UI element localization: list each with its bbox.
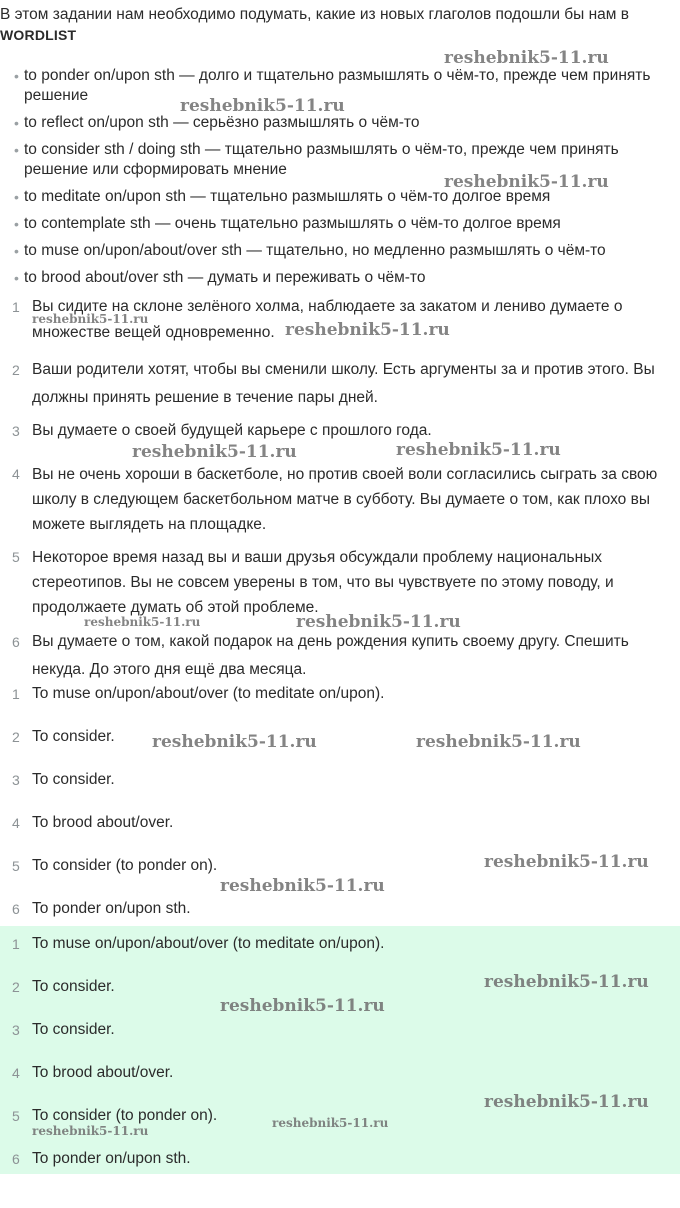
situation-number: 5 [12, 549, 20, 565]
situation-number: 2 [12, 362, 20, 378]
answer-text: To consider (to ponder on). [32, 857, 218, 874]
wordlist-item-text: to contemplate sth — очень тщательно размышлять о чём-то долгое время [24, 215, 561, 232]
situation-item [12, 356, 676, 412]
answer-text: To brood about/over. [32, 814, 174, 831]
watermark: reshebnik5-11.ru [444, 48, 609, 68]
situation-text: Вы не очень хороши в баскетболе, но против своей воли согласились сыграть за свою школу в следующем баскетбольном матче в субботу. Вы думаете о том, как плохо вы можете выглядеть на площадке. [32, 466, 658, 533]
situation-item [12, 462, 676, 537]
situation-number: 3 [12, 423, 20, 439]
intro-paragraph [0, 4, 676, 46]
answer-text: To muse on/upon/about/over (to meditate on/upon). [32, 935, 385, 952]
wordlist-item [14, 268, 674, 288]
bullet-icon: • [14, 216, 19, 232]
wordlist-item-text: to consider sth / doing sth — тщательно размышлять о чём-то, прежде чем принять решение или сформировать мнение [24, 141, 619, 178]
watermark: reshebnik5-11.ru [32, 1124, 149, 1138]
situation-number: 4 [12, 466, 20, 482]
answer-item [12, 899, 676, 919]
situation-text: Вы думаете о том, какой подарок на день рождения купить своему другу. Спешить некуда. До этого дня ещё два месяца. [32, 633, 629, 678]
answer-number: 5 [12, 1108, 20, 1124]
answer-item-highlighted [12, 1063, 676, 1083]
situation-text: Некоторое время назад вы и ваши друзья обсуждали проблему национальных стереотипов. Вы не совсем уверены в том, что вы чувствуете по этому поводу, и продолжаете думать об этой проблеме. [32, 549, 614, 616]
watermark: reshebnik5-11.ru [484, 852, 649, 872]
watermark: reshebnik5-11.ru [132, 442, 297, 462]
answer-item [12, 813, 676, 833]
answer-item-highlighted [12, 1149, 676, 1169]
answer-text: To ponder on/upon sth. [32, 1150, 191, 1167]
answer-item [12, 684, 676, 704]
answer-item-highlighted [12, 1020, 676, 1040]
wordlist-item [14, 241, 674, 261]
watermark: reshebnik5-11.ru [416, 732, 581, 752]
watermark: reshebnik5-11.ru [444, 172, 609, 192]
watermark: reshebnik5-11.ru [285, 320, 450, 340]
situation-item [12, 420, 676, 442]
answer-text: To consider. [32, 771, 115, 788]
answer-number: 2 [12, 729, 20, 745]
bullet-icon: • [14, 68, 19, 84]
answer-number: 3 [12, 772, 20, 788]
watermark: reshebnik5-11.ru [220, 876, 385, 896]
bullet-icon: • [14, 142, 19, 158]
answer-number: 1 [12, 936, 20, 952]
wordlist-item [14, 214, 674, 234]
watermark: reshebnik5-11.ru [272, 1116, 389, 1130]
answer-text: To brood about/over. [32, 1064, 174, 1081]
situation-text: Ваши родители хотят, чтобы вы сменили школу. Есть аргументы за и против этого. Вы должны принять решение в течение пары дней. [32, 361, 655, 406]
watermark: reshebnik5-11.ru [484, 1092, 649, 1112]
wordlist-item-text: to meditate on/upon sth — тщательно размышлять о чём-то долгое время [24, 188, 551, 205]
wordlist-item-text: to reflect on/upon sth — серьёзно размышлять о чём-то [24, 114, 420, 131]
answer-text: To consider. [32, 978, 115, 995]
situation-number: 1 [12, 299, 20, 315]
intro-text: В этом задании нам необходимо подумать, какие из новых глаголов подошли бы нам в [0, 6, 629, 23]
watermark: reshebnik5-11.ru [84, 615, 201, 629]
situation-number: 6 [12, 634, 20, 650]
watermark: reshebnik5-11.ru [484, 972, 649, 992]
bullet-icon: • [14, 270, 19, 286]
wordlist-item-text: to brood about/over sth — думать и переживать о чём-то [24, 269, 426, 286]
answer-text: To consider. [32, 728, 115, 745]
watermark: reshebnik5-11.ru [396, 440, 561, 460]
answer-text: To ponder on/upon sth. [32, 900, 191, 917]
watermark: reshebnik5-11.ru [296, 612, 461, 632]
situation-item [12, 545, 676, 620]
watermark: reshebnik5-11.ru [180, 96, 345, 116]
answer-number: 2 [12, 979, 20, 995]
bullet-icon: • [14, 115, 19, 131]
wordlist-item-text: to muse on/upon/about/over sth — тщательно, но медленно размышлять о чём-то [24, 242, 606, 259]
situation-text: Вы сидите на склоне зелёного холма, наблюдаете за закатом и лениво думаете о множестве вещей одновременно. [32, 298, 623, 341]
answer-number: 6 [12, 1151, 20, 1167]
intro-wordlist-label: WORDLIST [0, 27, 77, 43]
wordlist-item [14, 113, 674, 133]
answer-number: 4 [12, 1065, 20, 1081]
answer-text: To muse on/upon/about/over (to meditate on/upon). [32, 685, 385, 702]
bullet-icon: • [14, 243, 19, 259]
watermark: reshebnik5-11.ru [32, 312, 149, 326]
situation-item [12, 628, 676, 684]
watermark: reshebnik5-11.ru [220, 996, 385, 1016]
answer-number: 5 [12, 858, 20, 874]
answer-number: 6 [12, 901, 20, 917]
answer-text: To consider. [32, 1021, 115, 1038]
bullet-icon: • [14, 189, 19, 205]
answer-number: 4 [12, 815, 20, 831]
answer-item [12, 770, 676, 790]
wordlist-item-text: to ponder on/upon sth — долго и тщательно размышлять о чём-то, прежде чем принять решение [24, 67, 651, 104]
situation-text: Вы думаете о своей будущей карьере с прошлого года. [32, 422, 432, 439]
answer-number: 3 [12, 1022, 20, 1038]
watermark: reshebnik5-11.ru [152, 732, 317, 752]
answer-number: 1 [12, 686, 20, 702]
answer-item-highlighted [12, 934, 676, 954]
answer-text: To consider (to ponder on). [32, 1107, 218, 1124]
